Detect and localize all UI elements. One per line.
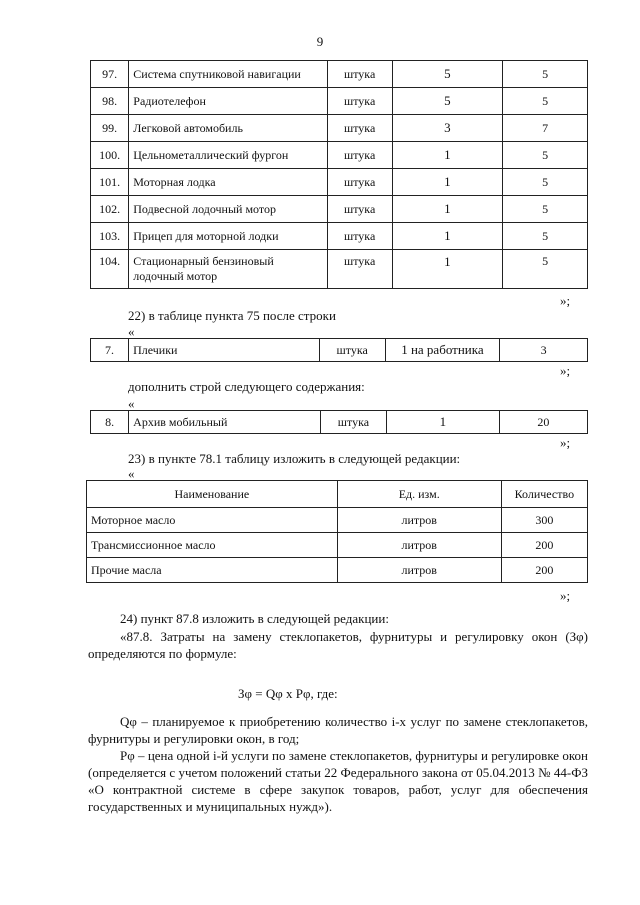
row-norm: 7	[503, 115, 588, 142]
column-header-quantity: Количество	[501, 481, 587, 508]
row-norm: 5	[503, 250, 588, 289]
item-24-heading: 24) пункт 87.8 изложить в следующей редакции:	[120, 611, 389, 626]
hangers-row-table	[90, 338, 588, 362]
vehicles-table	[90, 60, 588, 289]
oils-table	[86, 480, 588, 583]
row-unit: штука	[320, 411, 386, 434]
opening-quote: «	[128, 324, 135, 339]
row-norm: 5	[503, 196, 588, 223]
row-quantity: 1	[392, 250, 503, 289]
table-row	[91, 339, 588, 362]
row-norm: 3	[500, 339, 588, 362]
row-unit: штука	[327, 142, 392, 169]
row-norm: 5	[503, 61, 588, 88]
row-quantity: 1	[392, 196, 503, 223]
row-name: Радиотелефон	[129, 88, 327, 115]
definition-q	[88, 713, 588, 747]
table-row	[91, 88, 588, 115]
item-23-heading: 23) в пункте 78.1 таблицу изложить в следующей редакции:	[128, 451, 461, 466]
add-line-text: дополнить строй следующего содержания:	[128, 379, 365, 394]
row-quantity: 1	[392, 142, 503, 169]
row-name: Легковой автомобиль	[129, 115, 327, 142]
row-norm: 20	[499, 411, 587, 434]
row-unit: штука	[327, 88, 392, 115]
table-row	[87, 533, 588, 558]
row-norm: 5	[503, 88, 588, 115]
row-quantity: 200	[501, 558, 587, 583]
row-quantity: 5	[392, 88, 503, 115]
row-number: 100.	[91, 142, 129, 169]
row-number: 101.	[91, 169, 129, 196]
row-unit: штука	[327, 223, 392, 250]
row-name: Моторная лодка	[129, 169, 327, 196]
table-row	[91, 142, 588, 169]
row-unit: штука	[327, 250, 392, 289]
closing-quote: »;	[560, 588, 571, 603]
table-row	[87, 558, 588, 583]
definition-p-text: Рφ – цена одной i-й услуги по замене стеклопакетов, фурнитуры и регулировке окон (определяется с учетом положений статьи 22 Федерального закона от 05.04.2013 № 44-ФЗ «О контрактной системе в сфере закупок товаров, работ, услуг для обеспечения государственных и муниципальных нужд»).	[88, 748, 588, 814]
row-name: Плечики	[129, 339, 320, 362]
row-norm: 5	[503, 169, 588, 196]
row-name: Прицеп для моторной лодки	[129, 223, 327, 250]
row-quantity: 300	[501, 508, 587, 533]
row-number: 8.	[91, 411, 129, 434]
table-row	[91, 250, 588, 289]
row-number: 97.	[91, 61, 129, 88]
row-norm: 5	[503, 142, 588, 169]
row-name: Система спутниковой навигации	[129, 61, 327, 88]
row-name: Моторное масло	[87, 508, 338, 533]
definition-q-text: Qφ – планируемое к приобретению количество i-х услуг по замене стеклопакетов, фурнитуры и регулировки окон, в год;	[88, 714, 588, 746]
table-row	[91, 61, 588, 88]
table-row	[91, 223, 588, 250]
row-quantity: 5	[392, 61, 503, 88]
archive-row-table	[90, 410, 588, 434]
table-row	[87, 508, 588, 533]
row-number: 102.	[91, 196, 129, 223]
row-number: 104.	[91, 250, 129, 289]
paragraph-87-8	[88, 628, 588, 662]
row-quantity: 1 на работника	[385, 339, 500, 362]
row-quantity: 3	[392, 115, 503, 142]
row-name: Трансмиссионное масло	[87, 533, 338, 558]
row-name: Цельнометаллический фургон	[129, 142, 327, 169]
opening-quote: «	[128, 466, 135, 481]
row-norm: 5	[503, 223, 588, 250]
row-quantity: 1	[392, 169, 503, 196]
row-name: Подвесной лодочный мотор	[129, 196, 327, 223]
row-name: Прочие масла	[87, 558, 338, 583]
row-quantity: 200	[501, 533, 587, 558]
row-unit: литров	[337, 508, 501, 533]
column-header-unit: Ед. изм.	[337, 481, 501, 508]
row-unit: штука	[327, 196, 392, 223]
row-unit: литров	[337, 533, 501, 558]
table-header-row	[87, 481, 588, 508]
item-22-heading: 22) в таблице пункта 75 после строки	[128, 308, 336, 323]
paragraph-87-8-text: «87.8. Затраты на замену стеклопакетов, фурнитуры и регулировку окон (Зφ) определяются по формуле:	[88, 629, 588, 661]
row-number: 99.	[91, 115, 129, 142]
row-quantity: 1	[392, 223, 503, 250]
table-row	[91, 115, 588, 142]
closing-quote: »;	[560, 435, 571, 450]
row-quantity: 1	[386, 411, 499, 434]
definition-p	[88, 747, 588, 815]
row-unit: штука	[327, 61, 392, 88]
opening-quote: «	[128, 396, 135, 411]
row-number: 98.	[91, 88, 129, 115]
row-unit: штука	[327, 115, 392, 142]
formula: Зφ = Qφ х Рφ, где:	[238, 686, 338, 701]
row-number: 103.	[91, 223, 129, 250]
table-row	[91, 169, 588, 196]
closing-quote: »;	[560, 363, 571, 378]
column-header-name: Наименование	[87, 481, 338, 508]
table-row	[91, 411, 588, 434]
row-unit: штука	[327, 169, 392, 196]
row-unit: литров	[337, 558, 501, 583]
table-row	[91, 196, 588, 223]
row-unit: штука	[319, 339, 385, 362]
row-name: Стационарный бензиновый лодочный мотор	[129, 250, 327, 289]
row-number: 7.	[91, 339, 129, 362]
row-name: Архив мобильный	[129, 411, 321, 434]
closing-quote: »;	[560, 293, 571, 308]
page-number: 9	[316, 34, 324, 49]
